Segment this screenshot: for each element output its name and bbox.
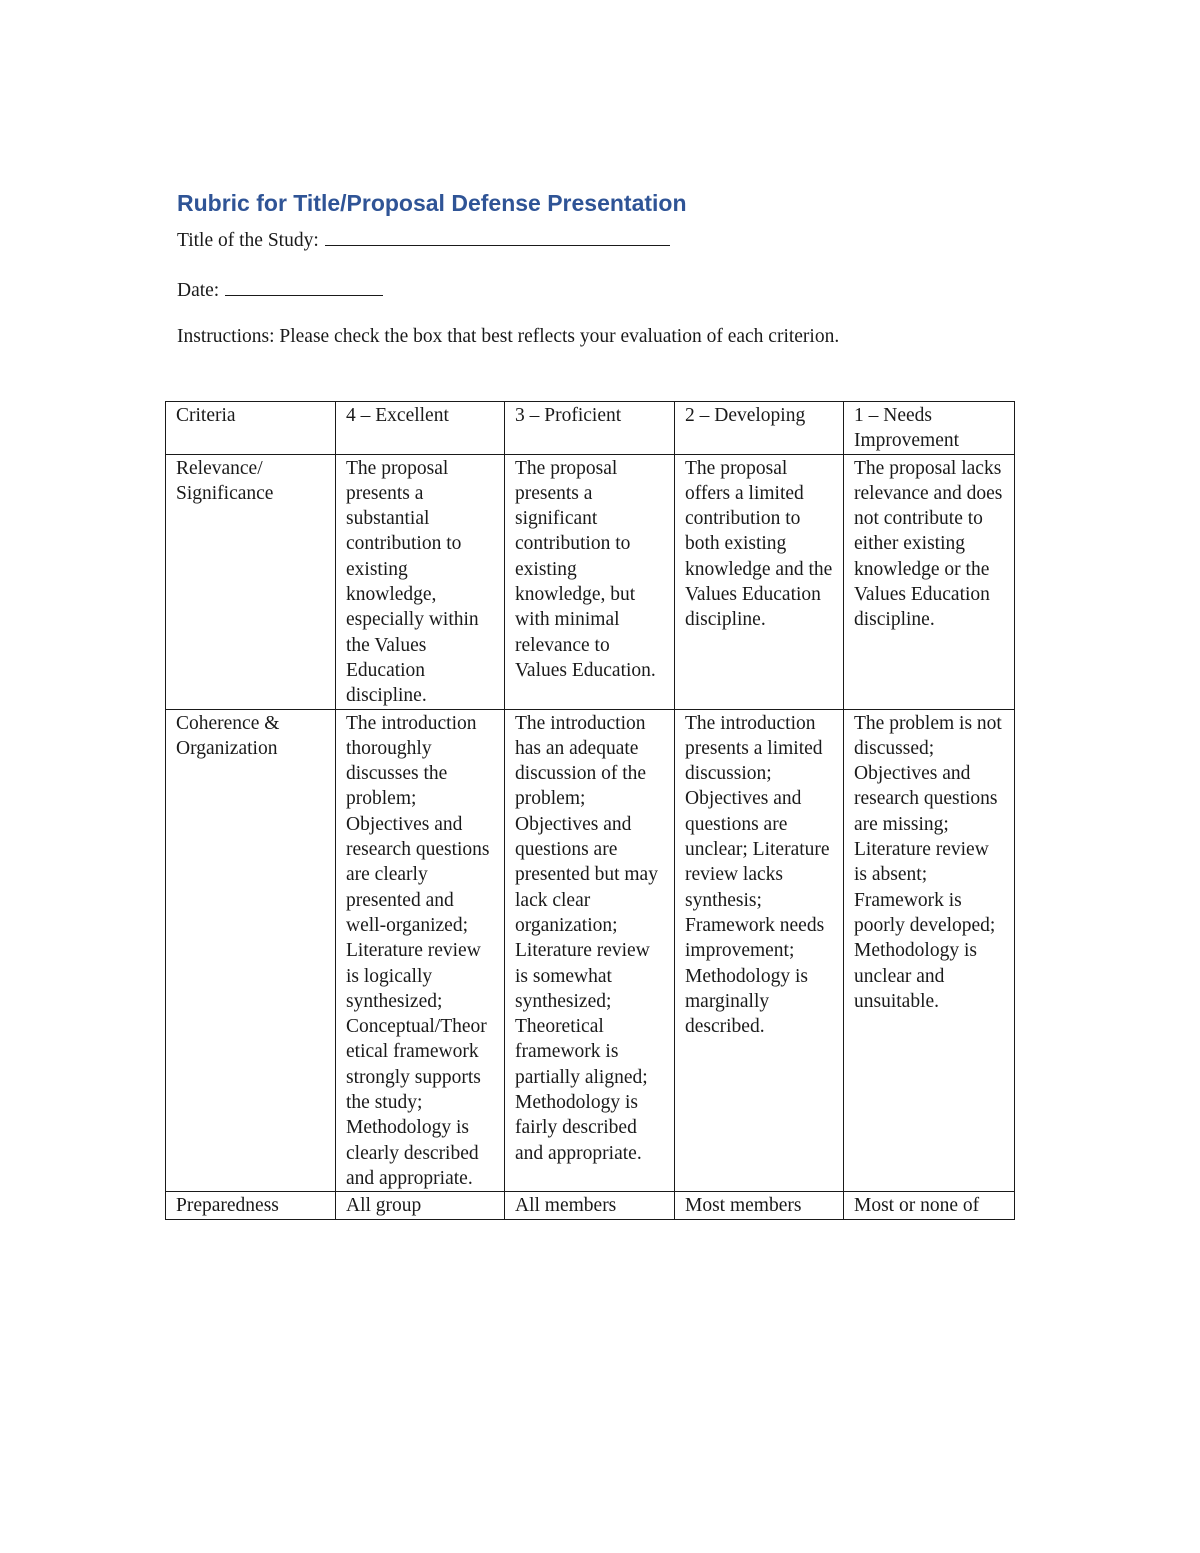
instructions-text: Instructions: Please check the box that best reflects your evaluation of each criterion. [177,326,840,347]
title-of-study-field [177,227,670,252]
needs-improvement-cell[interactable]: The problem is not discussed; Objectives and research questions are missing; Literature review is absent; Framework is poorly developed; Methodology is unclear and unsuitable. [844,709,1015,1192]
header-developing: 2 – Developing [675,402,844,455]
rubric-row-relevance [166,454,1015,709]
header-proficient: 3 – Proficient [505,402,675,455]
header-excellent: 4 – Excellent [336,402,505,455]
excellent-cell[interactable]: The proposal presents a substantial contribution to existing knowledge, especially within the Values Education discipline. [336,454,505,709]
excellent-cell[interactable]: All group [336,1192,505,1219]
developing-cell[interactable]: Most members [675,1192,844,1219]
criterion-cell: Preparedness [166,1192,336,1219]
needs-improvement-cell[interactable]: Most or none of [844,1192,1015,1219]
title-of-study-blank[interactable] [325,227,670,246]
document-title: Rubric for Title/Proposal Defense Presentation [177,190,687,216]
criterion-cell: Coherence & Organization [166,709,336,1192]
proficient-cell[interactable]: The proposal presents a significant contribution to existing knowledge, but with minimal relevance to Values Education. [505,454,675,709]
excellent-cell[interactable]: The introduction thoroughly discusses the problem; Objectives and research questions are clearly presented and well-organized; Literature review is logically synthesized; Conceptual/Theoretical framework strongly supports the study; Methodology is clearly described and appropriate. [336,709,505,1192]
needs-improvement-cell[interactable]: The proposal lacks relevance and does not contribute to either existing knowledge or the Values Education discipline. [844,454,1015,709]
header-needs-improvement: 1 – Needs Improvement [844,402,1015,455]
date-blank[interactable] [225,277,383,296]
developing-cell[interactable]: The introduction presents a limited discussion; Objectives and questions are unclear; Literature review lacks synthesis; Framework needs improvement; Methodology is marginally described. [675,709,844,1192]
rubric-table [165,401,1015,1220]
proficient-cell[interactable]: The introduction has an adequate discussion of the problem; Objectives and questions are presented but may lack clear organization; Literature review is somewhat synthesized; Theoretical framework is partially aligned; Methodology is fairly described and appropriate. [505,709,675,1192]
rubric-header-row [166,402,1015,455]
developing-cell[interactable]: The proposal offers a limited contribution to both existing knowledge and the Values Education discipline. [675,454,844,709]
date-field [177,277,383,302]
rubric-row-preparedness [166,1192,1015,1219]
rubric-row-coherence [166,709,1015,1192]
criterion-cell: Relevance/ Significance [166,454,336,709]
header-criteria: Criteria [166,402,336,455]
date-label: Date: [177,280,220,301]
title-of-study-label: Title of the Study: [177,230,319,251]
proficient-cell[interactable]: All members [505,1192,675,1219]
